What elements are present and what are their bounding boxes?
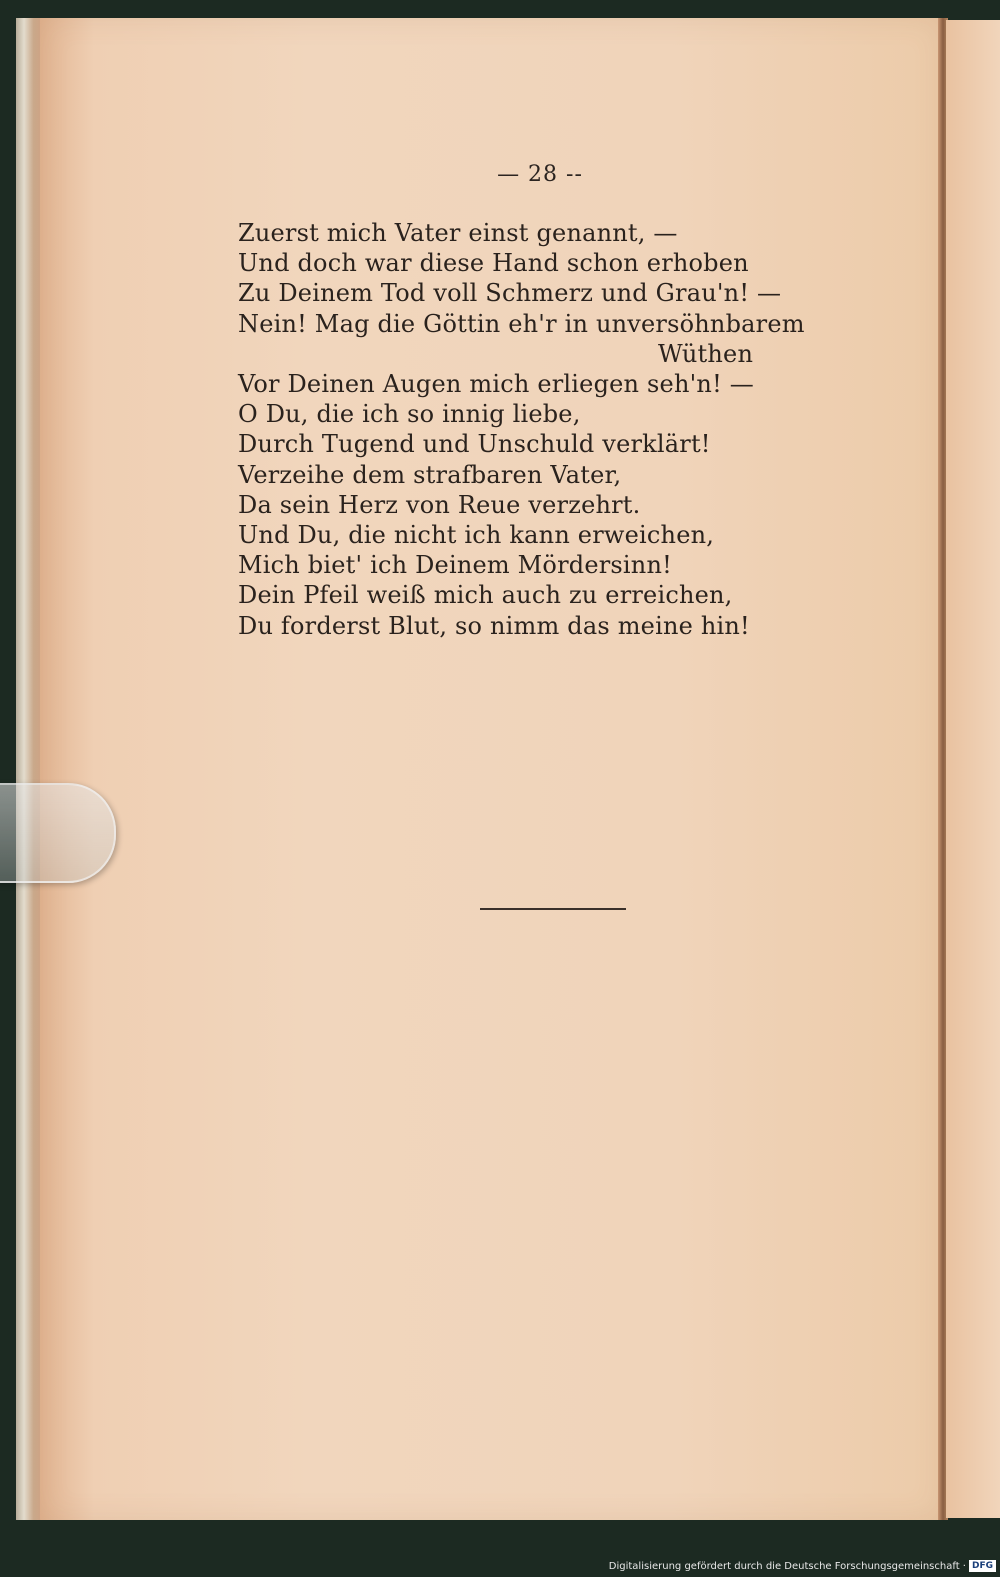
poem-line: Und doch war diese Hand schon erhoben xyxy=(238,249,749,278)
poem-line: Durch Tugend und Unschuld verklärt! xyxy=(238,430,711,459)
footer-text: Digitalisierung gefördert durch die Deutsche Forschungsgemeinschaft · xyxy=(608,1560,966,1572)
digitization-footer xyxy=(609,1559,996,1573)
poem-line: Nein! Mag die Göttin eh'r in unversöhnbarem xyxy=(238,309,805,338)
poem-line: Verzeihe dem strafbaren Vater, xyxy=(238,460,622,489)
poem-line: Da sein Herz von Reue verzehrt. xyxy=(238,490,641,519)
dfg-logo: DFG xyxy=(969,1560,996,1572)
poem-text xyxy=(238,218,878,641)
poem-line: Zuerst mich Vater einst genannt, — xyxy=(238,219,678,247)
next-page-edge xyxy=(946,20,1000,1518)
poem-line: Dein Pfeil weiß mich auch zu erreichen, xyxy=(238,581,733,610)
page-number: — 28 -- xyxy=(497,162,583,187)
section-divider xyxy=(480,908,626,910)
poem-line: Zu Deinem Tod voll Schmerz und Grau'n! — xyxy=(238,279,782,308)
poem-line: Du forderst Blut, so nimm das meine hin! xyxy=(238,611,750,640)
poem-line: O Du, die ich so innig liebe, xyxy=(238,400,581,429)
poem-line: Mich biet' ich Deinem Mördersinn! xyxy=(238,551,672,580)
poem-line: Vor Deinen Augen mich erliegen seh'n! — xyxy=(238,370,754,399)
poem-line-continuation: Wüthen xyxy=(658,339,754,368)
poem-line: Und Du, die nicht ich kann erweichen, xyxy=(238,521,715,550)
page-clip xyxy=(0,783,116,883)
